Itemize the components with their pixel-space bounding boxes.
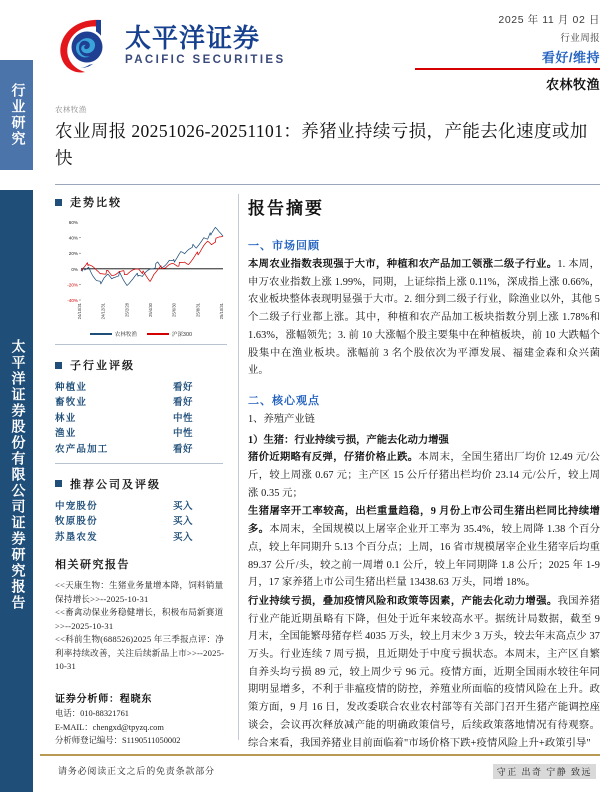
analyst-email: E-MAIL：chengxd@tpyzq.com [55, 722, 164, 732]
table-row [55, 443, 215, 458]
svg-text:-20%: -20% [67, 282, 78, 288]
paragraph-lead: 生猪屠宰开工率较高，出栏重量趋稳，9 月份上市公司生猪出栏同比持续增多。 [248, 506, 600, 536]
right-column [248, 194, 600, 753]
row-name: 种植业 [55, 383, 88, 393]
table-row [55, 531, 215, 546]
table-row [55, 381, 215, 396]
row-rating: 买入 [173, 501, 194, 512]
square-bullet-icon [55, 199, 62, 206]
row-name: 林业 [55, 413, 77, 424]
square-bullet-icon [55, 480, 62, 487]
row-name: 农产品加工 [55, 444, 109, 455]
header-divider [415, 68, 600, 70]
legend-item-0 [90, 330, 137, 338]
header-meta [415, 12, 600, 93]
row-name: 中宠股份 [55, 501, 98, 512]
analyst-phone: 电话：010-88321761 [55, 709, 129, 719]
related-report-item[interactable]: <<科前生物(688526)2025 年三季报点评：净利率持续改善，关注后续新品上市>>--2025-10-31 [55, 634, 225, 672]
subsection-heading: 1）生猪：行业持续亏损，产能去化动力增强 [248, 434, 449, 446]
title-divider [55, 184, 600, 185]
footer-divider [40, 754, 600, 756]
report-type: 行业周报 [560, 33, 600, 44]
table-row [55, 500, 215, 515]
page-header [55, 12, 600, 92]
related-reports-list [55, 579, 227, 674]
brand-name-en: PACIFIC SECURITIES [125, 53, 286, 66]
footer-motto: 守正 出奇 宁静 致远 [493, 764, 596, 779]
section-heading-trend [55, 194, 227, 210]
subsection-heading: 1、养殖产业链 [248, 413, 315, 425]
table-row [55, 412, 215, 427]
row-rating: 中性 [173, 413, 194, 424]
pacific-securities-logo-icon [55, 14, 117, 76]
row-rating: 中性 [173, 429, 194, 440]
left-sidebar [0, 0, 33, 792]
svg-text:24/10/31: 24/10/31 [77, 303, 82, 320]
legend-item-1 [147, 330, 192, 338]
row-rating: 买入 [173, 532, 194, 543]
sector-label: 农林牧渔 [545, 77, 600, 93]
sidebar-label-company-research-report: 太平洋证券股份有限公司证券研究报告 [0, 190, 33, 760]
subindustry-heading-label: 子行业评级 [70, 360, 135, 372]
svg-text:60%: 60% [68, 220, 78, 225]
trend-comparison-chart [55, 218, 227, 326]
legend-swatch-1 [147, 333, 169, 335]
svg-text:25/8/31: 25/8/31 [195, 303, 201, 317]
analyst-license: 分析师登记编号：S1190511050002 [55, 736, 181, 746]
analyst-name: 证券分析师：程晓东 [55, 694, 153, 706]
legend-swatch-0 [90, 333, 112, 335]
left-column [55, 194, 227, 748]
trend-heading-label: 走势比较 [70, 197, 122, 209]
section-heading-recommend [55, 476, 227, 492]
svg-text:25/6/30: 25/6/30 [171, 303, 177, 317]
paragraph-lead: 行业持续亏损，叠加疫情风险和政策等因素，产能去化动力增强。 [248, 595, 558, 607]
svg-text:25/2/28: 25/2/28 [124, 303, 130, 317]
svg-text:-40%: -40% [67, 298, 78, 303]
row-rating: 看好 [173, 444, 194, 455]
summary-heading: 报告摘要 [248, 199, 324, 218]
row-name: 渔业 [55, 429, 77, 440]
sidebar-label-industry-research: 行业研究 [0, 60, 33, 170]
legend-label-0: 农林牧渔 [114, 332, 137, 338]
row-name: 牧原股份 [55, 517, 98, 528]
table-row [55, 515, 215, 530]
svg-text:20%: 20% [68, 251, 78, 257]
chart-divider [55, 344, 227, 345]
section-heading-subindustry [55, 357, 227, 373]
brand-logo [55, 14, 286, 76]
recommended-companies-table [55, 500, 215, 546]
square-bullet-icon [55, 362, 62, 369]
table-row [55, 427, 215, 442]
related-report-item[interactable]: <<天康生物：生猪业务量增本降，饲料销量保持增长>>--2025-10-31 [55, 580, 224, 604]
table-row [55, 396, 215, 411]
svg-text:0%: 0% [71, 266, 78, 272]
analyst-info [55, 690, 227, 748]
svg-text:24/12/31: 24/12/31 [100, 303, 106, 320]
footer-disclaimer: 请务必阅读正文之后的免责条款部分 [58, 766, 215, 776]
sidebar-foot-block [0, 760, 33, 792]
page-title: 农业周报 20251026-20251101：养猪业持续亏损，产能去化速度或加快 [55, 121, 588, 169]
subindustry-divider [55, 463, 223, 464]
column-divider [238, 194, 239, 740]
svg-text:40%: 40% [68, 235, 78, 241]
row-name: 畜牧业 [55, 398, 88, 409]
body-paragraph: 猪价近期略有反弹，仔猪价格止跌。本周末，全国生猪出厂均价 12.49 元/公斤，较上周涨 0.67 元；主产区 15 公斤仔猪出栏均价 23.14 元/公斤，较上周涨 0.35 元； [248, 452, 600, 499]
summary-sections [248, 237, 600, 752]
svg-text:25/10/31: 25/10/31 [219, 303, 224, 320]
row-name: 苏垦农发 [55, 532, 98, 543]
related-report-item[interactable]: <<畜禽动保业务稳健增长，积极布局新赛道>>--2025-10-31 [55, 607, 224, 631]
rating-badge: 看好/维持 [541, 50, 600, 65]
paragraph-lead: 本周农业指数表现强于大市，种植和农产品加工领涨二级子行业。 [248, 259, 558, 270]
row-rating: 买入 [173, 517, 194, 528]
recommend-heading-label: 推荐公司及评级 [70, 478, 161, 491]
brand-name-cn: 太平洋证券 [125, 22, 261, 53]
title-kicker: 农林牧渔 [55, 105, 87, 114]
chart-legend [55, 330, 227, 338]
body-paragraph: 行业持续亏损，叠加疫情风险和政策等因素，产能去化动力增强。我国养猪行业产能近期虽略有下降，但处于近年来较高水平。据统计局数据，截至 9 月末，全国能繁母猪存栏 4035 万头，较上月末少 3 万头，较去年末高点少 37 万头。行业连续 7 周亏损，且近期处于中度亏损状态。本周末，主产区自繁自养头均亏损 89 元，较上周少亏 96 元。疫情方面，近期全国雨水较往年同期明显增多，不利于非瘟疫情的防控，养殖业所面临的疫情风险在上升。政策方面，9 月 16 日，发改委联合农业农村部等有关部门召开生猪产能调控座谈会，会议再次释放减产能的明确政策信号，后续政策落地情况有待观察。综合来看，我国养猪业目前面临着"市场价格下跌+疫情风险上升+政策引导" [248, 595, 600, 749]
legend-label-1: 沪深300 [171, 332, 193, 338]
body-paragraph: 生猪屠宰开工率较高，出栏重量趋稳，9 月份上市公司生猪出栏同比持续增多。本周末，全国规模以上屠宰企业开工率为 35.4%，较上周降 1.38 个百分点，较上年同期升 5.13 个百分点；上周，16 省市规模屠宰企业生猪宰后均重 89.37 公斤/头，较之前一周增 0.1 公斤，较上年同期降 1.8 公斤；2025 年 1-9 月，17 家养猪上市公司生猪出栏量 13438.63 万头，同增 18%。 [248, 506, 601, 589]
row-rating: 看好 [173, 398, 194, 409]
section-heading: 二、核心观点 [248, 394, 320, 407]
svg-text:25/4/30: 25/4/30 [148, 303, 153, 317]
report-date: 2025 年 11 月 02 日 [498, 14, 600, 26]
related-reports-heading: 相关研究报告 [55, 559, 130, 571]
row-rating: 看好 [173, 383, 194, 393]
subindustry-rating-table [55, 381, 215, 458]
body-paragraph: 本周农业指数表现强于大市，种植和农产品加工领涨二级子行业。1. 本周，申万农业指数上涨 1.99%，同期，上证综指上涨 0.11%，深成指上涨 0.66%，农业板块整体表现明显强于大市。2. 细分到二级子行业，除渔业以外，其他 5 个二级子行业都上涨。其中，种植和农产品加工板块指数分别上涨 1.78%和 1.63%，涨幅领先；3. 前 10 大涨幅个股主要集中在种植板块，前 10 大跌幅个股集中在渔业板块。涨幅前 3 名个股依次为平潭发展、福建金森和众兴菌业。 [248, 259, 600, 377]
section-heading: 一、市场回顾 [248, 240, 320, 252]
paragraph-lead: 猪价近期略有反弹，仔猪价格止跌。 [248, 452, 419, 464]
